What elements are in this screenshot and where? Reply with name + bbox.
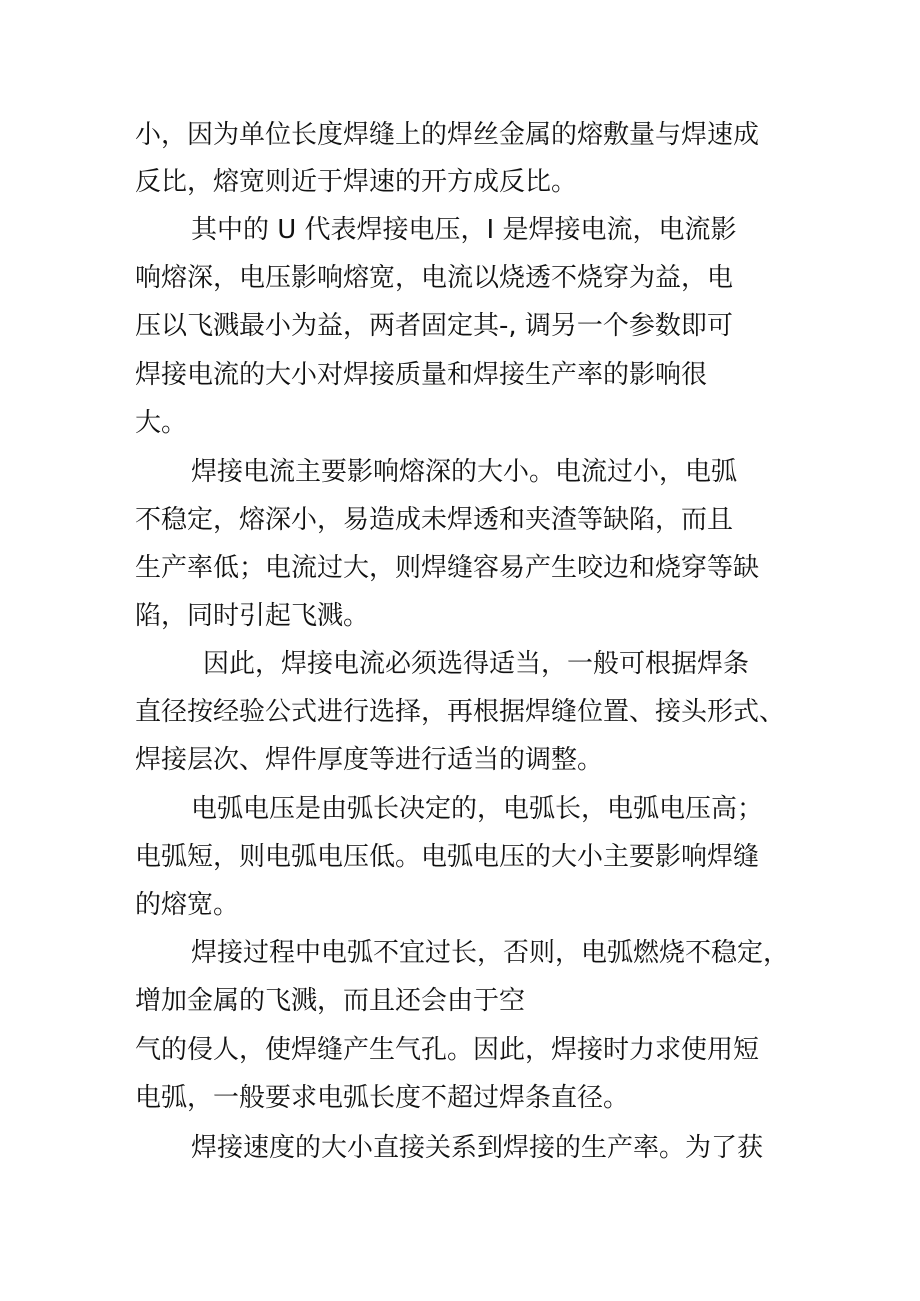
text-line: 其中的 U 代表焊接电压，I 是焊接电流，电流影	[191, 215, 737, 245]
text-line: 生产率低；电流过大，则焊缝容易产生咬边和烧穿等缺	[135, 553, 760, 583]
text-line: 电弧短，则电弧电压低。电弧电压的大小主要影响焊缝	[135, 842, 760, 872]
text-line: 焊接电流主要影响熔深的大小。电流过小，电弧	[191, 457, 738, 487]
text-line: 气的侵人，使焊缝产生气孔。因此，焊接时力求使用短	[135, 1035, 760, 1065]
text-line: 压以飞溅最小为益，两者固定其-, 调另一个参数即可	[135, 311, 733, 341]
text-line: 电弧电压是由弧长决定的，电弧长，电弧电压高；	[191, 794, 764, 824]
text-line: 反比，熔宽则近于焊速的开方成反比。	[135, 167, 578, 197]
text-line: 直径按经验公式进行选择，再根据焊缝位置、接头形式、	[135, 697, 786, 727]
text-line: 大。	[135, 408, 188, 438]
text-line: 焊接速度的大小直接关系到焊接的生产率。为了获	[191, 1133, 764, 1163]
text-line: 的熔宽。	[135, 890, 240, 920]
text-line: 电弧，一般要求电弧长度不超过焊条直径。	[135, 1083, 630, 1113]
text-line: 陷，同时引起飞溅。	[135, 601, 370, 631]
text-line: 增加金属的飞溅，而且还会由于空	[135, 986, 526, 1016]
text-line: 不稳定，熔深小，易造成未焊透和夹渣等缺陷，而且	[135, 505, 734, 535]
text-line: 焊接过程中电弧不宜过长，否则，电弧燃烧不稳定，	[191, 938, 790, 968]
text-line: 焊接电流的大小对焊接质量和焊接生产率的影响很	[135, 360, 708, 390]
text-line: 焊接层次、焊件厚度等进行适当的调整。	[135, 745, 604, 775]
text-line: 小，因为单位长度焊缝上的焊丝金属的熔敷量与焊速成	[135, 120, 760, 150]
text-line: 响熔深，电压影响熔宽，电流以烧透不烧穿为益，电	[135, 263, 734, 293]
text-line: 因此，焊接电流必须选得适当，一般可根据焊条	[203, 649, 750, 679]
